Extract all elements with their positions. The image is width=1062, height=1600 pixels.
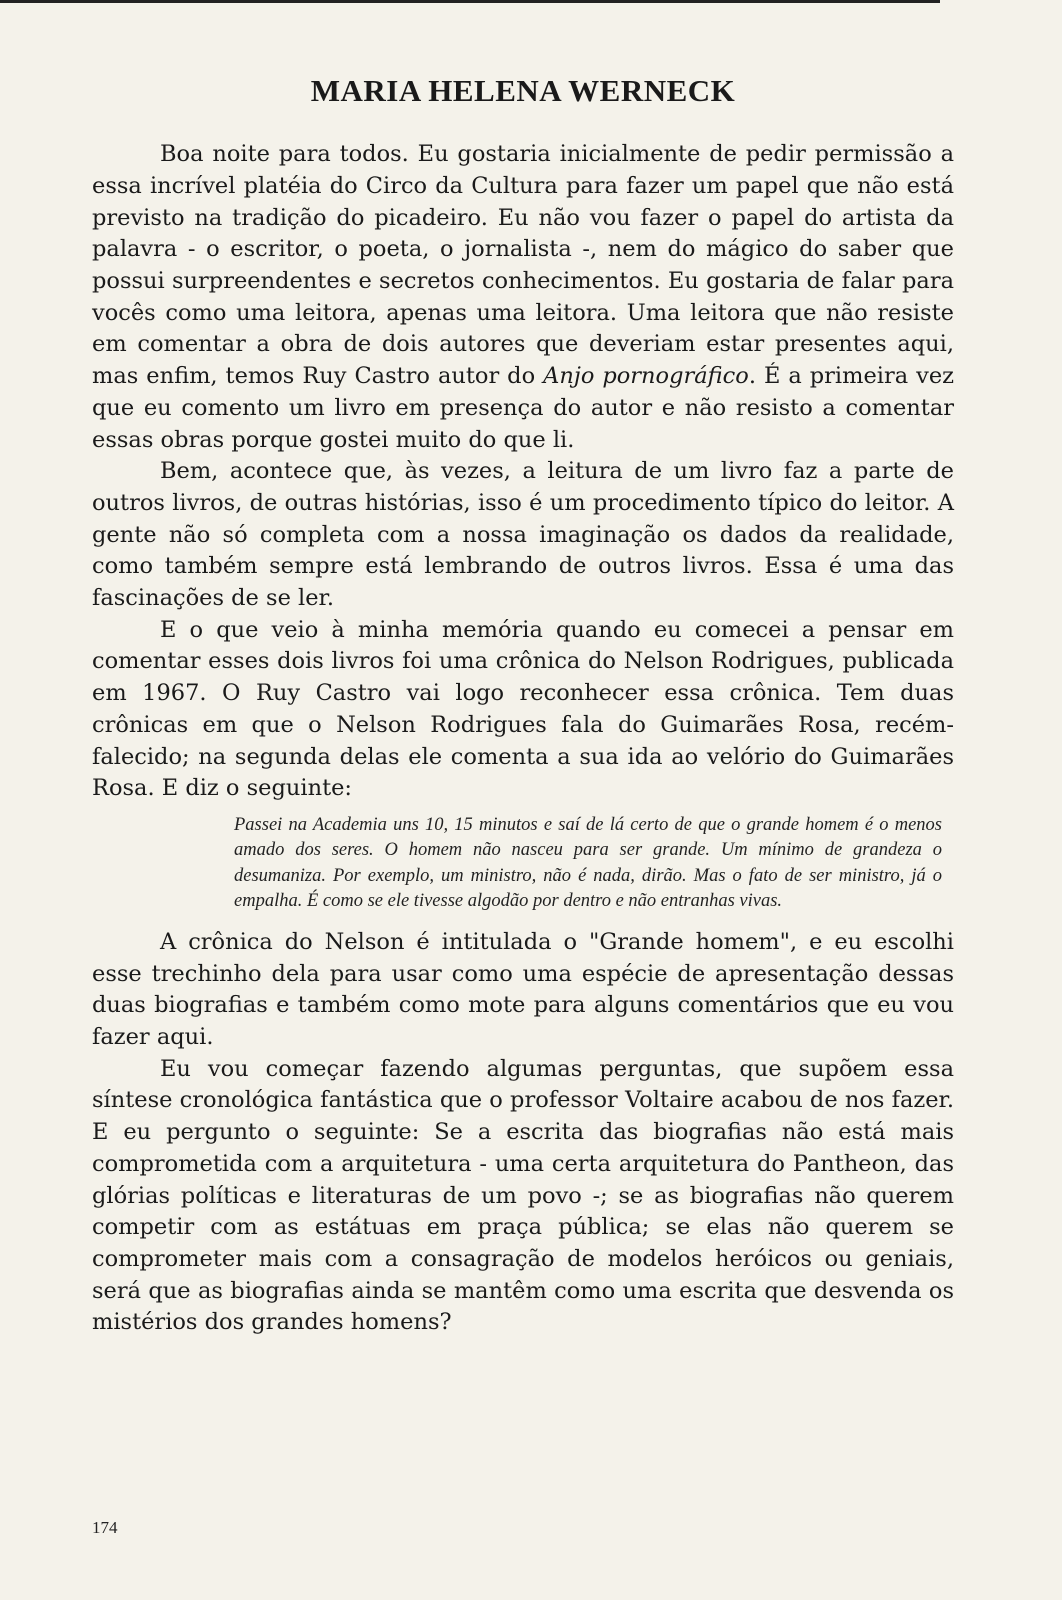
page-body [92,72,954,1339]
paragraph-1-text-b: . É a primeira vez que eu comento um livro em presença do autor e não resisto a comentar essas obras porque gostei muito do que li. [92,363,954,453]
page-number: 174 [92,1518,118,1537]
paragraph-2: Bem, acontece que, às vezes, a leitura de um livro faz a parte de outros livros, de outras histórias, isso é um procedimento típico do leitor. A gente não só completa com a nossa imaginação os dados da realidade, como também sempre está lembrando de outros livros. Essa é uma das fascinações de se ler. [92,458,954,612]
top-border-rule [0,0,940,3]
paragraph-5: Eu vou começar fazendo algumas perguntas, que supõem essa síntese cronológica fantástica que o professor Voltaire acabou de nos fazer. E eu pergunto o seguinte: Se a escrita das biografias não está mais comprometida com a arquitetura - uma certa arquitetura do Pantheon, das glórias políticas e literaturas de um povo -; se as biografias não querem competir com as estátuas em praça pública; se elas não querem se comprometer mais com a consagração de modelos heróicos ou geniais, será que as biografias ainda se mantêm como uma escrita que desvenda os mistérios dos grandes homens? [92,1055,954,1336]
block-quote: Passei na Academia uns 10, 15 minutos e saí de lá certo de que o grande homem é o menos amado dos seres. O homem não nasceu para ser grande. Um mínimo de grandeza o desumaniza. Por exemplo, um ministro, não é nada, dirão. Mas o fato de ser ministro, já o empalha. É como se ele tivesse algodão por dentro e não entranhas vivas. [234,814,942,912]
paragraph-1 [92,139,954,456]
page-title: MARIA HELENA WERNECK [310,73,736,108]
book-title-anjo-pornografico: Anjo pornográfico [543,363,749,390]
paragraph-4: A crônica do Nelson é intitulada o "Grande homem", e eu escolhi esse trechinho dela para usar como uma espécie de apresentação dessas duas biografias e também como mote para alguns comentários que eu vou fazer aqui. [92,928,954,1051]
paragraph-3: E o que veio à minha memória quando eu comecei a pensar em comentar esses dois livros foi uma crônica do Nelson Rodrigues, publicada em 1967. O Ruy Castro vai logo reconhecer essa crônica. Tem duas crônicas em que o Nelson Rodrigues fala do Guimarães Rosa, recém-falecido; na segunda delas ele comenta a sua ida ao velório do Guimarães Rosa. E diz o seguinte: [92,616,954,802]
paragraph-1-text-a: Boa noite para todos. Eu gostaria inicialmente de pedir permissão a essa incrível platéia do Circo da Cultura para fazer um papel que não está previsto na tradição do picadeiro. Eu não vou fazer o papel do artista da palavra - o escritor, o poeta, o jornalista -, nem do mágico do saber que possui surpreendentes e secretos conhecimentos. Eu gostaria de falar para vocês como uma leitora, apenas uma leitora. Uma leitora que não resiste em comentar a obra de dois autores que deveriam estar presentes aqui, mas enfim, temos Ruy Castro autor do [92,141,954,390]
